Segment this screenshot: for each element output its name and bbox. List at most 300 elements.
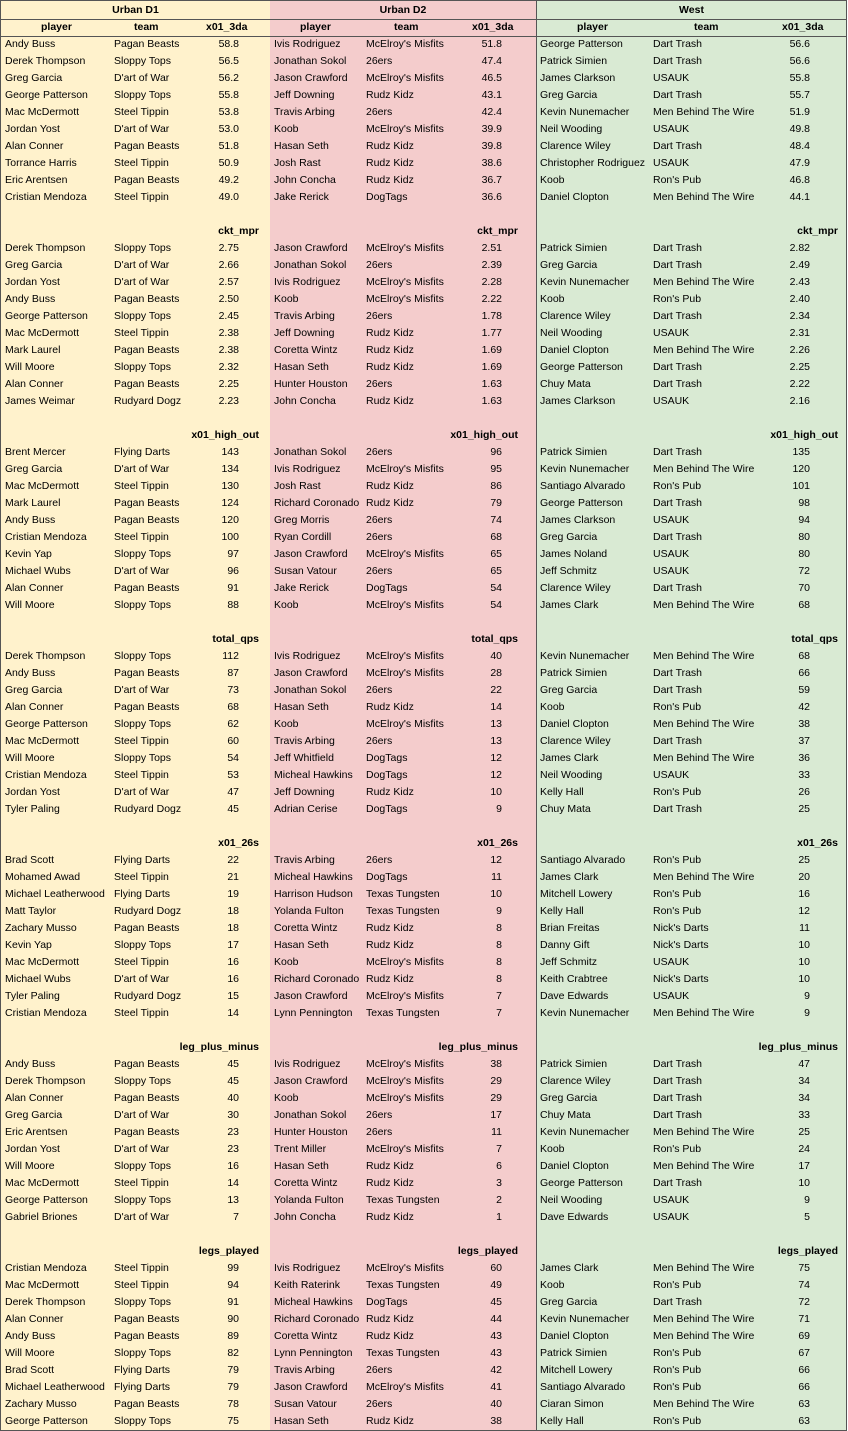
player-name: Chuy Mata xyxy=(540,1109,591,1121)
stat-value: 79 xyxy=(227,1381,239,1393)
stat-value: 15 xyxy=(227,990,239,1002)
stat-value: 2.22 xyxy=(481,293,502,305)
player-name: Jordan Yost xyxy=(5,123,60,135)
stat-value: 22 xyxy=(227,854,239,866)
stat-value: 47.4 xyxy=(481,55,502,67)
team-name: 26ers xyxy=(366,1126,393,1138)
team-name: Sloppy Tops xyxy=(114,1160,172,1172)
stat-value: 143 xyxy=(221,446,239,458)
player-name: Trent Miller xyxy=(274,1143,327,1155)
team-name: McElroy's Misfits xyxy=(366,293,444,305)
player-name: Ryan Cordill xyxy=(274,531,332,543)
player-name: Santiago Alvarado xyxy=(540,1381,626,1393)
team-name: Flying Darts xyxy=(114,1364,171,1376)
player-name: James Clark xyxy=(540,599,599,611)
team-name: DogTags xyxy=(366,1296,408,1308)
stat-value: 2.38 xyxy=(218,327,239,339)
team-name: Sloppy Tops xyxy=(114,752,172,764)
team-name: Pagan Beasts xyxy=(114,514,180,526)
player-name: James Clark xyxy=(540,752,599,764)
stat-value: 66 xyxy=(798,667,810,679)
player-name: George Patterson xyxy=(5,89,88,101)
team-name: Sloppy Tops xyxy=(114,650,172,662)
stat-value: 2.23 xyxy=(218,395,239,407)
player-name: Will Moore xyxy=(5,599,55,611)
player-name: Jake Rerick xyxy=(274,191,329,203)
team-name: Rudz Kidz xyxy=(366,922,414,934)
section-metric-label: x01_26s xyxy=(218,837,259,849)
team-name: McElroy's Misfits xyxy=(366,990,444,1002)
stat-value: 13 xyxy=(227,1194,239,1206)
team-name: McElroy's Misfits xyxy=(366,718,444,730)
stat-value: 18 xyxy=(227,905,239,917)
player-name: Mac McDermott xyxy=(5,735,80,747)
stat-value: 21 xyxy=(227,871,239,883)
team-name: D'art of War xyxy=(114,72,170,84)
team-name: Rudz Kidz xyxy=(366,140,414,152)
player-name: Susan Vatour xyxy=(274,565,337,577)
player-name: Kevin Nunemacher xyxy=(540,650,630,662)
player-name: Micheal Hawkins xyxy=(274,1296,353,1308)
stat-value: 2.49 xyxy=(789,259,810,271)
stat-value: 45 xyxy=(490,1296,502,1308)
stat-value: 68 xyxy=(798,650,810,662)
team-name: Ron's Pub xyxy=(653,480,702,492)
player-name: Neil Wooding xyxy=(540,123,603,135)
player-name: James Noland xyxy=(540,548,608,560)
team-name: Rudz Kidz xyxy=(366,174,414,186)
team-name: Pagan Beasts xyxy=(114,140,180,152)
stat-value: 50.9 xyxy=(218,157,239,169)
team-name: Steel Tippin xyxy=(114,327,169,339)
team-name: Rudyard Dogz xyxy=(114,803,182,815)
column-header-player: player xyxy=(300,21,331,33)
player-name: Jonathan Sokol xyxy=(274,55,347,67)
division-column-urban-d1 xyxy=(0,0,271,1430)
player-name: Christopher Rodriguez xyxy=(540,157,646,169)
stat-value: 98 xyxy=(798,497,810,509)
team-name: 26ers xyxy=(366,106,393,118)
team-name: 26ers xyxy=(366,1364,393,1376)
team-name: Dart Trash xyxy=(653,1296,703,1308)
stat-value: 37 xyxy=(798,735,810,747)
player-name: Koob xyxy=(274,599,299,611)
player-name: Michael Wubs xyxy=(5,973,71,985)
team-name: Men Behind The Wire xyxy=(653,463,755,475)
team-name: Men Behind The Wire xyxy=(653,1398,755,1410)
stat-value: 54 xyxy=(490,582,502,594)
player-name: Richard Coronado xyxy=(274,497,360,509)
stat-value: 72 xyxy=(798,1296,810,1308)
team-name: Sloppy Tops xyxy=(114,89,172,101)
team-name: Rudz Kidz xyxy=(366,1211,414,1223)
stat-value: 68 xyxy=(490,531,502,543)
team-name: Dart Trash xyxy=(653,1092,703,1104)
team-name: 26ers xyxy=(366,854,393,866)
team-name: McElroy's Misfits xyxy=(366,123,444,135)
stat-value: 75 xyxy=(227,1415,239,1427)
team-name: Rudz Kidz xyxy=(366,157,414,169)
stat-value: 36.7 xyxy=(481,174,502,186)
stat-value: 28 xyxy=(490,667,502,679)
stat-value: 25 xyxy=(798,1126,810,1138)
player-name: John Concha xyxy=(274,174,336,186)
stat-value: 16 xyxy=(227,1160,239,1172)
stat-value: 74 xyxy=(798,1279,810,1291)
team-name: D'art of War xyxy=(114,259,170,271)
player-name: Mohamed Awad xyxy=(5,871,81,883)
player-name: Greg Garcia xyxy=(5,72,63,84)
stat-value: 53 xyxy=(227,769,239,781)
team-name: Nick's Darts xyxy=(653,922,709,934)
team-name: Texas Tungsten xyxy=(366,1347,440,1359)
stat-value: 47 xyxy=(227,786,239,798)
column-header-team: team xyxy=(134,21,159,33)
stat-value: 45 xyxy=(227,1058,239,1070)
stat-value: 1.63 xyxy=(481,395,502,407)
player-name: Kevin Nunemacher xyxy=(540,106,630,118)
team-name: Rudyard Dogz xyxy=(114,395,182,407)
stat-value: 29 xyxy=(490,1075,502,1087)
stat-value: 2.25 xyxy=(789,361,810,373)
stat-value: 88 xyxy=(227,599,239,611)
stat-value: 11 xyxy=(799,922,810,934)
stat-value: 54 xyxy=(227,752,239,764)
team-name: Rudz Kidz xyxy=(366,1313,414,1325)
player-name: Keith Crabtree xyxy=(540,973,608,985)
stat-value: 67 xyxy=(798,1347,810,1359)
stat-value: 66 xyxy=(798,1381,810,1393)
team-name: McElroy's Misfits xyxy=(366,38,444,50)
player-name: Andy Buss xyxy=(5,1330,56,1342)
player-name: Patrick Simien xyxy=(540,55,608,67)
section-metric-label: x01_high_out xyxy=(450,429,518,441)
stat-value: 65 xyxy=(490,548,502,560)
player-name: Mac McDermott xyxy=(5,1279,80,1291)
team-name: D'art of War xyxy=(114,1143,170,1155)
team-name: McElroy's Misfits xyxy=(366,599,444,611)
stat-value: 2.22 xyxy=(789,378,810,390)
player-name: Brad Scott xyxy=(5,1364,55,1376)
player-name: Clarence Wiley xyxy=(540,140,611,152)
team-name: 26ers xyxy=(366,684,393,696)
player-name: Josh Rast xyxy=(274,157,321,169)
team-name: Sloppy Tops xyxy=(114,548,172,560)
stat-value: 2.34 xyxy=(789,310,810,322)
stat-value: 51.8 xyxy=(481,38,502,50)
column-header-row xyxy=(270,19,536,37)
stat-value: 7 xyxy=(496,1007,502,1019)
player-name: Jordan Yost xyxy=(5,786,60,798)
stat-value: 25 xyxy=(798,854,810,866)
player-name: Jonathan Sokol xyxy=(274,1109,347,1121)
stat-value: 8 xyxy=(496,939,502,951)
team-name: Rudz Kidz xyxy=(366,1160,414,1172)
stat-value: 9 xyxy=(496,803,502,815)
team-name: Steel Tippin xyxy=(114,769,169,781)
stat-value: 71 xyxy=(798,1313,810,1325)
team-name: Pagan Beasts xyxy=(114,293,180,305)
team-name: Pagan Beasts xyxy=(114,38,180,50)
stat-value: 29 xyxy=(490,1092,502,1104)
team-name: McElroy's Misfits xyxy=(366,1262,444,1274)
team-name: Ron's Pub xyxy=(653,1415,702,1427)
player-name: Kevin Yap xyxy=(5,548,52,560)
stat-value: 1 xyxy=(496,1211,502,1223)
stat-value: 96 xyxy=(490,446,502,458)
stat-value: 2.82 xyxy=(789,242,810,254)
player-name: Daniel Clopton xyxy=(540,1160,609,1172)
player-name: George Patterson xyxy=(540,361,623,373)
stat-value: 17 xyxy=(798,1160,810,1172)
player-name: Micheal Hawkins xyxy=(274,769,353,781)
stat-value: 42.4 xyxy=(481,106,502,118)
team-name: Dart Trash xyxy=(653,1058,703,1070)
player-name: Koob xyxy=(274,123,299,135)
team-name: Dart Trash xyxy=(653,735,703,747)
team-name: Steel Tippin xyxy=(114,871,169,883)
stat-value: 43 xyxy=(490,1347,502,1359)
team-name: Sloppy Tops xyxy=(114,939,172,951)
team-name: Sloppy Tops xyxy=(114,1347,172,1359)
team-name: McElroy's Misfits xyxy=(366,1143,444,1155)
team-name: Dart Trash xyxy=(653,242,703,254)
stat-value: 2.75 xyxy=(218,242,239,254)
team-name: Sloppy Tops xyxy=(114,310,172,322)
player-name: Tyler Paling xyxy=(5,803,60,815)
stat-value: 72 xyxy=(798,565,810,577)
section-metric-label: legs_played xyxy=(777,1245,838,1257)
stat-value: 65 xyxy=(490,565,502,577)
section-metric-label: ckt_mpr xyxy=(797,225,838,237)
stat-value: 2.43 xyxy=(789,276,810,288)
player-name: George Patterson xyxy=(5,718,88,730)
stat-value: 49 xyxy=(490,1279,502,1291)
stat-value: 3 xyxy=(496,1177,502,1189)
team-name: DogTags xyxy=(366,803,408,815)
team-name: Pagan Beasts xyxy=(114,701,180,713)
column-header-x01_3da: x01_3da xyxy=(782,21,824,33)
team-name: Pagan Beasts xyxy=(114,1398,180,1410)
stat-value: 42 xyxy=(490,1364,502,1376)
player-name: Alan Conner xyxy=(5,582,64,594)
team-name: Ron's Pub xyxy=(653,1279,702,1291)
player-name: Travis Arbing xyxy=(274,310,335,322)
stat-value: 47 xyxy=(798,1058,810,1070)
player-name: Hasan Seth xyxy=(274,140,329,152)
player-name: Jeff Schmitz xyxy=(540,956,597,968)
stat-value: 2.57 xyxy=(218,276,239,288)
player-name: Neil Wooding xyxy=(540,1194,603,1206)
player-name: Jason Crawford xyxy=(274,242,348,254)
stat-value: 22 xyxy=(490,684,502,696)
player-name: Alan Conner xyxy=(5,378,64,390)
team-name: Men Behind The Wire xyxy=(653,106,755,118)
player-name: Cristian Mendoza xyxy=(5,191,87,203)
stat-value: 60 xyxy=(490,1262,502,1274)
stat-value: 56.5 xyxy=(218,55,239,67)
team-name: Men Behind The Wire xyxy=(653,191,755,203)
player-name: Jason Crawford xyxy=(274,667,348,679)
team-name: Sloppy Tops xyxy=(114,1194,172,1206)
player-name: Micheal Hawkins xyxy=(274,871,353,883)
player-name: George Patterson xyxy=(540,38,623,50)
stat-value: 46.5 xyxy=(481,72,502,84)
stat-value: 46.8 xyxy=(789,174,810,186)
stat-value: 1.63 xyxy=(481,378,502,390)
player-name: George Patterson xyxy=(5,310,88,322)
stat-value: 24 xyxy=(798,1143,810,1155)
stat-value: 16 xyxy=(798,888,810,900)
team-name: Sloppy Tops xyxy=(114,55,172,67)
team-name: Pagan Beasts xyxy=(114,1058,180,1070)
player-name: Neil Wooding xyxy=(540,769,603,781)
section-metric-label: legs_played xyxy=(457,1245,518,1257)
team-name: McElroy's Misfits xyxy=(366,72,444,84)
player-name: Greg Garcia xyxy=(540,1092,598,1104)
player-name: Kevin Nunemacher xyxy=(540,1313,630,1325)
stat-value: 96 xyxy=(227,565,239,577)
player-name: Michael Leatherwood xyxy=(5,1381,105,1393)
stat-value: 130 xyxy=(221,480,239,492)
player-name: Andy Buss xyxy=(5,667,56,679)
stat-value: 39.8 xyxy=(481,140,502,152)
stat-value: 2.31 xyxy=(789,327,810,339)
stat-value: 42 xyxy=(798,701,810,713)
team-name: Rudz Kidz xyxy=(366,786,414,798)
team-name: Sloppy Tops xyxy=(114,599,172,611)
stat-value: 40 xyxy=(490,650,502,662)
team-name: DogTags xyxy=(366,769,408,781)
player-name: Santiago Alvarado xyxy=(540,854,626,866)
team-name: Men Behind The Wire xyxy=(653,718,755,730)
player-name: Hasan Seth xyxy=(274,361,329,373)
team-name: Dart Trash xyxy=(653,497,703,509)
stat-value: 60 xyxy=(227,735,239,747)
stat-value: 78 xyxy=(227,1398,239,1410)
player-name: Michael Wubs xyxy=(5,565,71,577)
player-name: Lynn Pennington xyxy=(274,1347,353,1359)
player-name: Greg Morris xyxy=(274,514,330,526)
player-name: Jason Crawford xyxy=(274,1075,348,1087)
team-name: Ron's Pub xyxy=(653,1381,702,1393)
player-name: Jonathan Sokol xyxy=(274,446,347,458)
stat-value: 2.40 xyxy=(789,293,810,305)
stat-value: 5 xyxy=(804,1211,810,1223)
stat-value: 1.78 xyxy=(481,310,502,322)
stat-value: 51.9 xyxy=(789,106,810,118)
team-name: Rudz Kidz xyxy=(366,497,414,509)
player-name: Coretta Wintz xyxy=(274,1330,338,1342)
player-name: Daniel Clopton xyxy=(540,191,609,203)
player-name: Brent Mercer xyxy=(5,446,66,458)
team-name: Pagan Beasts xyxy=(114,344,180,356)
team-name: 26ers xyxy=(366,55,393,67)
team-name: McElroy's Misfits xyxy=(366,242,444,254)
stat-value: 53.8 xyxy=(218,106,239,118)
player-name: Cristian Mendoza xyxy=(5,531,87,543)
player-name: Tyler Paling xyxy=(5,990,60,1002)
stat-value: 26 xyxy=(798,786,810,798)
player-name: Kevin Nunemacher xyxy=(540,276,630,288)
stat-value: 56.2 xyxy=(218,72,239,84)
stat-value: 56.6 xyxy=(789,38,810,50)
stat-value: 66 xyxy=(798,1364,810,1376)
team-name: Dart Trash xyxy=(653,140,703,152)
stat-value: 38 xyxy=(798,718,810,730)
team-name: Pagan Beasts xyxy=(114,1092,180,1104)
stat-value: 13 xyxy=(490,718,502,730)
team-name: Dart Trash xyxy=(653,259,703,271)
player-name: Jeff Downing xyxy=(274,327,335,339)
team-name: Rudz Kidz xyxy=(366,327,414,339)
team-name: USAUK xyxy=(653,990,690,1002)
stat-value: 30 xyxy=(227,1109,239,1121)
section-metric-label: legs_played xyxy=(198,1245,259,1257)
team-name: Texas Tungsten xyxy=(366,1007,440,1019)
player-name: Ivis Rodriguez xyxy=(274,276,341,288)
team-name: Rudz Kidz xyxy=(366,89,414,101)
player-name: Kevin Nunemacher xyxy=(540,1007,630,1019)
player-name: Clarence Wiley xyxy=(540,1075,611,1087)
player-name: Greg Garcia xyxy=(540,531,598,543)
stat-value: 9 xyxy=(804,1194,810,1206)
player-name: Daniel Clopton xyxy=(540,718,609,730)
stat-value: 12 xyxy=(490,854,502,866)
division-column-west xyxy=(537,0,847,1430)
stat-value: 70 xyxy=(798,582,810,594)
stat-value: 79 xyxy=(490,497,502,509)
stat-value: 44 xyxy=(490,1313,502,1325)
player-name: Torrance Harris xyxy=(5,157,77,169)
player-name: Mac McDermott xyxy=(5,956,80,968)
player-name: Derek Thompson xyxy=(5,242,86,254)
player-name: Patrick Simien xyxy=(540,667,608,679)
stat-value: 9 xyxy=(804,1007,810,1019)
section-metric-label: x01_26s xyxy=(477,837,518,849)
team-name: McElroy's Misfits xyxy=(366,667,444,679)
player-name: Will Moore xyxy=(5,361,55,373)
stat-value: 91 xyxy=(227,1296,239,1308)
team-name: Rudz Kidz xyxy=(366,1177,414,1189)
player-name: Josh Rast xyxy=(274,480,321,492)
team-name: McElroy's Misfits xyxy=(366,1381,444,1393)
player-name: Chuy Mata xyxy=(540,803,591,815)
stat-value: 36.6 xyxy=(481,191,502,203)
team-name: USAUK xyxy=(653,157,690,169)
team-name: 26ers xyxy=(366,1109,393,1121)
player-name: Zachary Musso xyxy=(5,1398,77,1410)
player-name: Mac McDermott xyxy=(5,1177,80,1189)
player-name: Daniel Clopton xyxy=(540,1330,609,1342)
stat-value: 112 xyxy=(222,650,239,662)
stat-value: 120 xyxy=(221,514,239,526)
section-metric-label: ckt_mpr xyxy=(218,225,259,237)
stat-value: 49.8 xyxy=(789,123,810,135)
stat-value: 45 xyxy=(227,1075,239,1087)
team-name: Dart Trash xyxy=(653,378,703,390)
player-name: Cristian Mendoza xyxy=(5,1262,87,1274)
player-name: Derek Thompson xyxy=(5,1296,86,1308)
team-name: D'art of War xyxy=(114,1109,170,1121)
player-name: Greg Garcia xyxy=(540,1296,598,1308)
team-name: Pagan Beasts xyxy=(114,497,180,509)
stat-value: 7 xyxy=(233,1211,239,1223)
team-name: USAUK xyxy=(653,395,690,407)
player-name: Jonathan Sokol xyxy=(274,259,347,271)
column-header-row xyxy=(537,19,846,37)
player-name: Derek Thompson xyxy=(5,1075,86,1087)
